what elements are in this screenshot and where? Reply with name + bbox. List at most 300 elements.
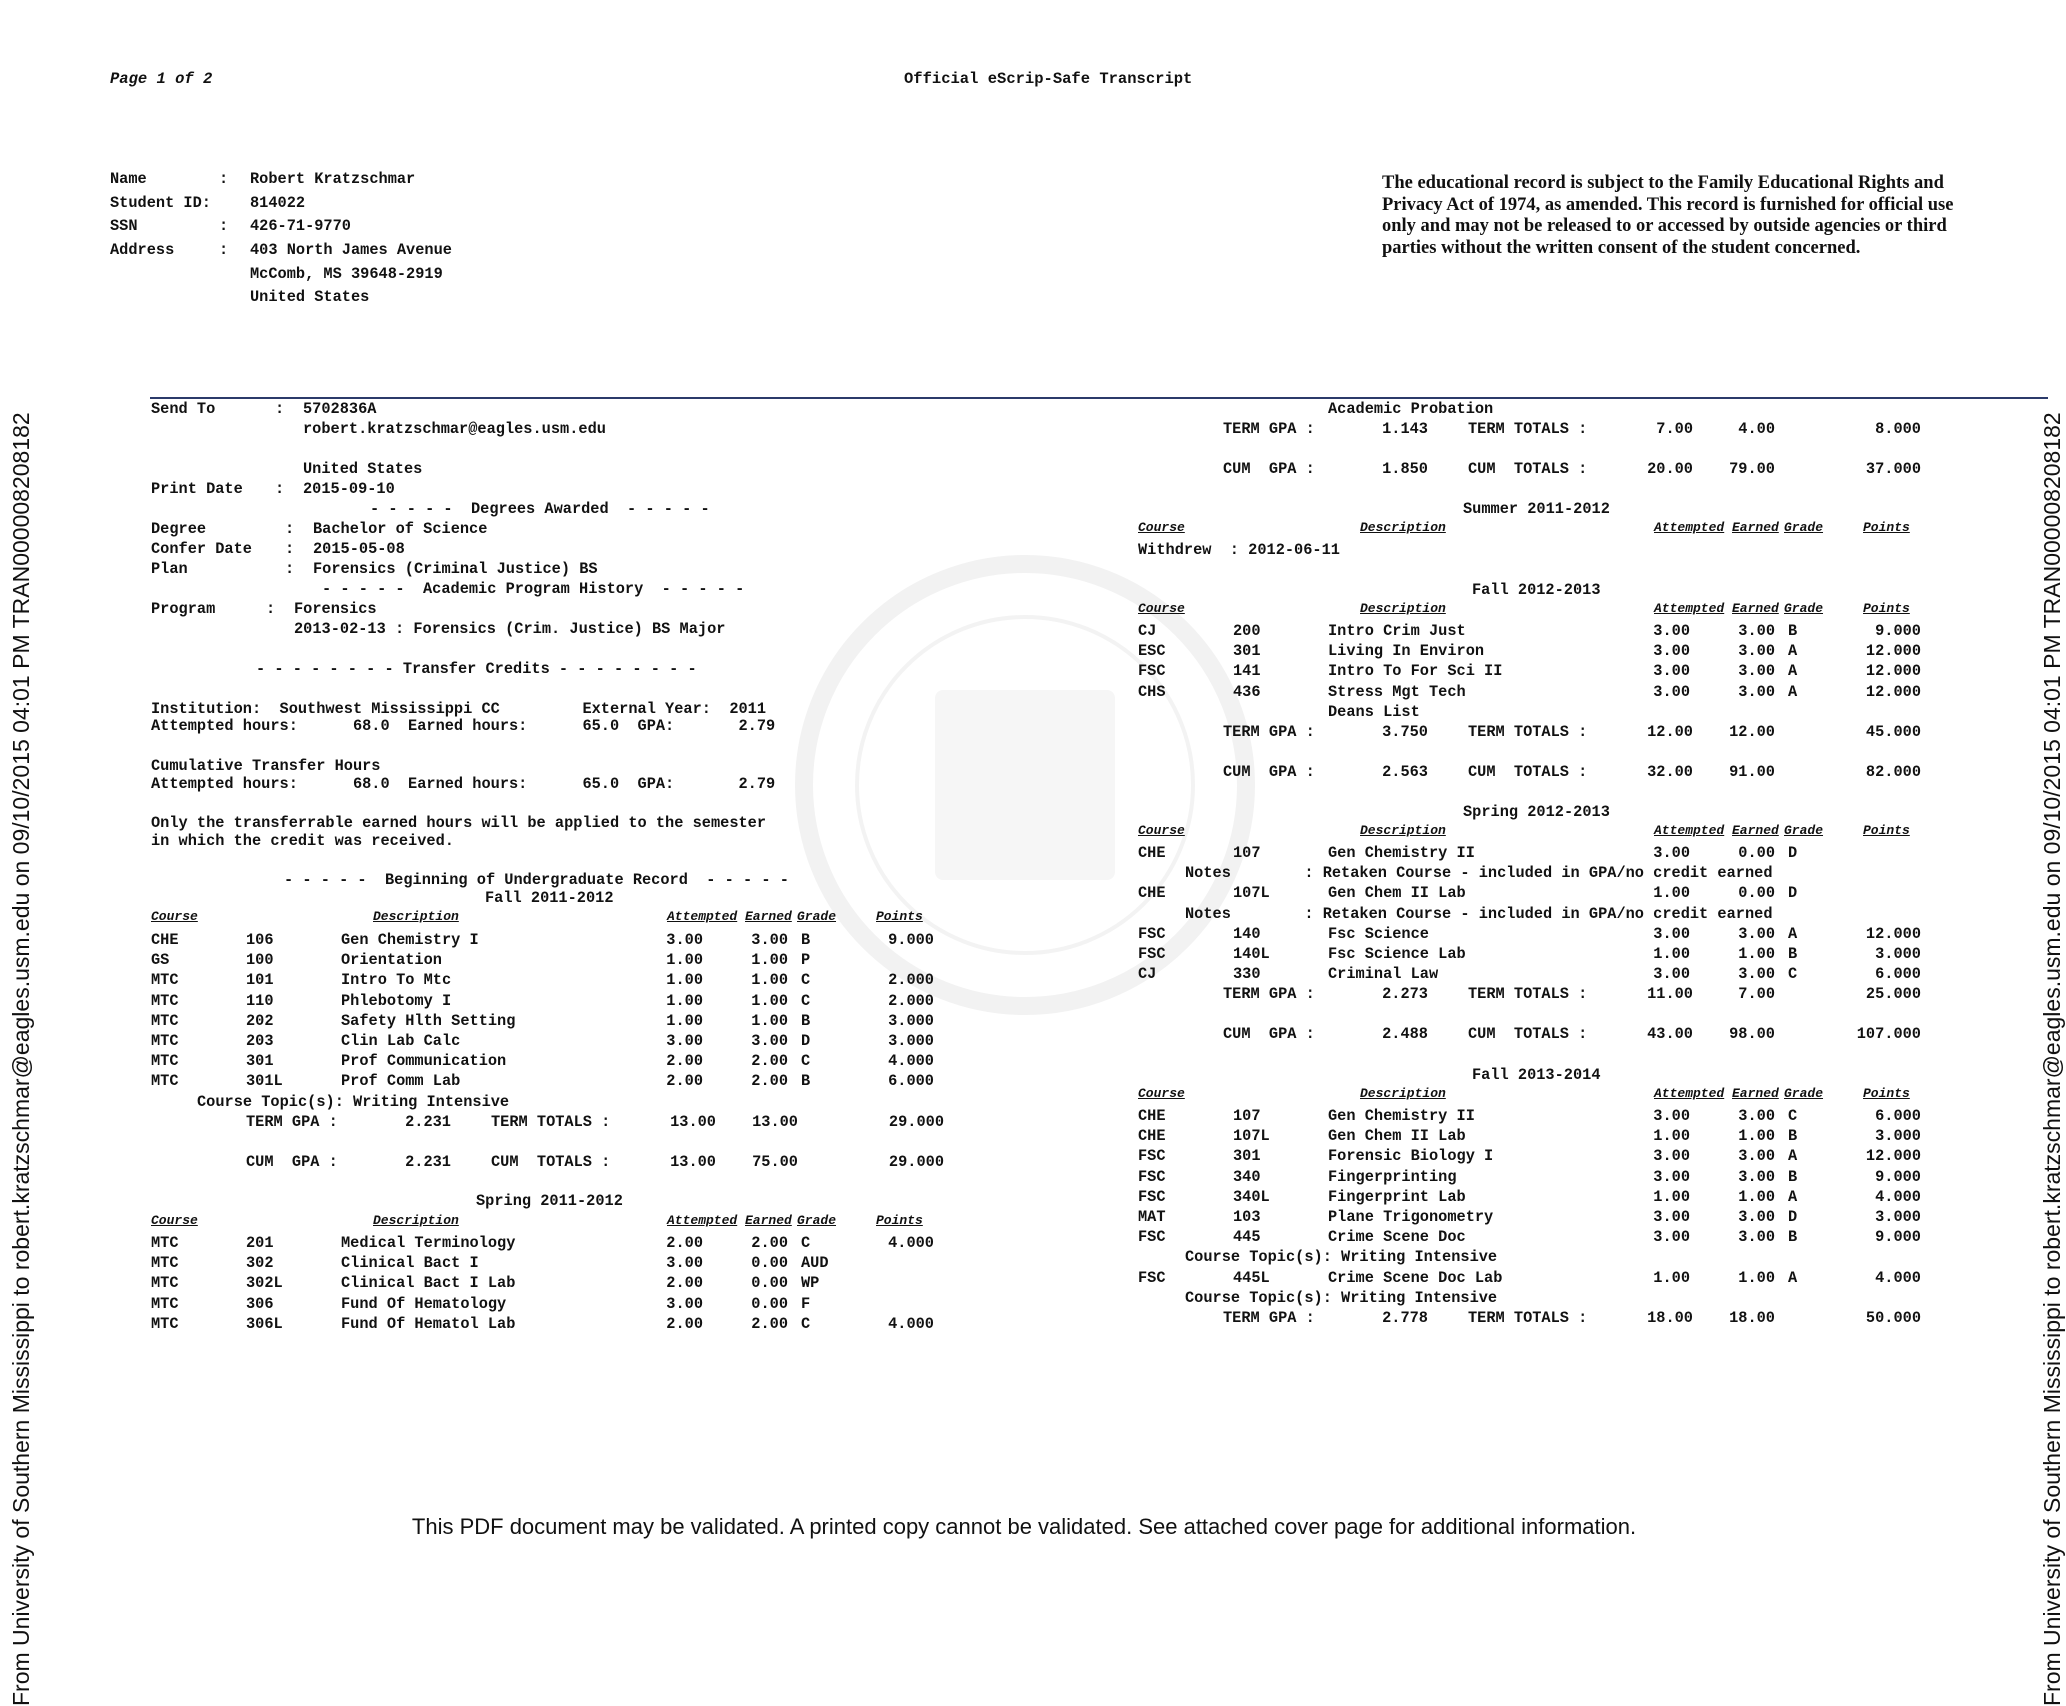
col-header-points: Points bbox=[1863, 601, 1910, 616]
plan-label: Plan bbox=[151, 560, 188, 578]
course-points: 12.000 bbox=[1865, 924, 1921, 943]
cum-gpa-label: CUM GPA : bbox=[246, 1152, 338, 1171]
col-header-earned: Earned bbox=[745, 1213, 792, 1228]
course-description: Fund Of Hematology bbox=[341, 1294, 507, 1313]
course-description: Safety Hlth Setting bbox=[341, 1011, 516, 1030]
course-number: 301 bbox=[1233, 642, 1261, 661]
course-grade: C bbox=[801, 1052, 811, 1071]
col-header-course: Course bbox=[1138, 823, 1185, 838]
term-totals-label: TERM TOTALS : bbox=[1468, 723, 1588, 741]
col-header-points: Points bbox=[1863, 520, 1910, 535]
course-subject: MTC bbox=[151, 971, 179, 990]
course-description: Forensic Biology I bbox=[1328, 1147, 1494, 1166]
course-grade: C bbox=[1788, 965, 1798, 984]
term-totals-attempted: 11.00 bbox=[1647, 985, 1693, 1004]
section-rule bbox=[150, 397, 2048, 399]
course-number: 107 bbox=[1233, 844, 1261, 862]
term-totals-attempted: 7.00 bbox=[1656, 420, 1693, 438]
course-earned: 3.00 bbox=[1738, 1208, 1775, 1226]
course-topic: Course Topic(s): Writing Intensive bbox=[197, 1092, 510, 1111]
course-number: 306 bbox=[246, 1294, 274, 1313]
course-grade: C bbox=[801, 971, 811, 990]
course-attempted: 3.00 bbox=[1653, 924, 1690, 943]
course-description: Gen Chem II Lab bbox=[1328, 884, 1466, 903]
program-label: Program bbox=[151, 600, 216, 618]
term-totals-points: 50.000 bbox=[1865, 1309, 1921, 1327]
course-description: Fund Of Hematol Lab bbox=[341, 1314, 516, 1333]
course-description: Prof Comm Lab bbox=[341, 1072, 461, 1091]
program: Forensics bbox=[294, 600, 377, 618]
send-country: United States bbox=[303, 460, 423, 478]
course-attempted: 2.00 bbox=[666, 1072, 703, 1091]
course-number: 101 bbox=[246, 971, 274, 990]
course-earned: 1.00 bbox=[1738, 945, 1775, 963]
course-earned: 3.00 bbox=[1738, 965, 1775, 984]
col-header-grade: Grade bbox=[1784, 520, 1824, 535]
col-header-attempted: Attempted bbox=[667, 1213, 738, 1228]
course-grade: B bbox=[1788, 945, 1798, 963]
col-header-attempted: Attempted bbox=[667, 909, 738, 924]
course-description: Stress Mgt Tech bbox=[1328, 682, 1466, 701]
course-description: Medical Terminology bbox=[341, 1234, 516, 1252]
course-subject: CJ bbox=[1138, 965, 1157, 984]
course-description: Clinical Bact I Lab bbox=[341, 1274, 516, 1293]
term-gpa: 2.273 bbox=[1382, 985, 1428, 1004]
course-subject: CHE bbox=[151, 931, 179, 949]
term-gpa: 2.231 bbox=[405, 1112, 451, 1131]
course-subject: MTC bbox=[151, 1052, 179, 1071]
course-points: 2.000 bbox=[888, 991, 934, 1010]
course-earned: 3.00 bbox=[1738, 924, 1775, 943]
term-name: Spring 2012-2013 bbox=[1463, 803, 1610, 821]
name-label: Name bbox=[110, 170, 147, 188]
course-note: Notes : Retaken Course - included in GPA/no credit earned bbox=[1185, 904, 1773, 923]
cum-totals-attempted: 32.00 bbox=[1647, 763, 1693, 781]
colon: : bbox=[266, 600, 276, 618]
term-totals-earned: 4.00 bbox=[1738, 420, 1775, 438]
term-gpa: 2.778 bbox=[1382, 1309, 1428, 1327]
term-gpa: 3.750 bbox=[1382, 723, 1428, 741]
term-totals-earned: 12.00 bbox=[1729, 723, 1775, 741]
confer-date-label: Confer Date bbox=[151, 540, 252, 558]
course-attempted: 1.00 bbox=[1653, 1127, 1690, 1146]
term-gpa-label: TERM GPA : bbox=[1223, 1309, 1315, 1327]
course-number: 107 bbox=[1233, 1107, 1261, 1125]
course-points: 12.000 bbox=[1865, 1147, 1921, 1166]
cum-gpa-label: CUM GPA : bbox=[1223, 1025, 1315, 1044]
print-date-label: Print Date bbox=[151, 480, 243, 498]
course-attempted: 1.00 bbox=[666, 1011, 703, 1030]
transfer-note-1: Only the transferrable earned hours will be applied to the semester bbox=[151, 814, 767, 832]
course-attempted: 3.00 bbox=[1653, 1147, 1690, 1166]
course-number: 100 bbox=[246, 951, 274, 970]
course-subject: CHE bbox=[1138, 844, 1166, 862]
course-points: 4.000 bbox=[1875, 1187, 1921, 1206]
course-grade: B bbox=[801, 931, 811, 949]
course-description: Intro To For Sci II bbox=[1328, 662, 1503, 681]
course-grade: B bbox=[1788, 1167, 1798, 1186]
col-header-description: Description bbox=[373, 909, 459, 924]
course-earned: 3.00 bbox=[1738, 642, 1775, 661]
cum-totals-label: CUM TOTALS : bbox=[1468, 1025, 1588, 1044]
col-header-grade: Grade bbox=[1784, 823, 1824, 838]
col-header-points: Points bbox=[876, 909, 923, 924]
student-id-label: Student ID: bbox=[110, 194, 211, 212]
course-subject: FSC bbox=[1138, 945, 1166, 963]
course-earned: 3.00 bbox=[751, 1032, 788, 1050]
validation-footer: This PDF document may be validated. A printed copy cannot be validated. See attached cover page for additional information. bbox=[411, 1514, 1637, 1539]
course-description: Crime Scene Doc Lab bbox=[1328, 1268, 1503, 1287]
course-description: Intro Crim Just bbox=[1328, 622, 1466, 640]
term-totals-earned: 13.00 bbox=[752, 1112, 798, 1131]
term-totals-label: TERM TOTALS : bbox=[1468, 420, 1588, 438]
course-subject: CHE bbox=[1138, 1107, 1166, 1125]
course-grade: B bbox=[801, 1072, 811, 1091]
course-subject: MTC bbox=[151, 991, 179, 1010]
course-earned: 3.00 bbox=[1738, 622, 1775, 640]
page-label: Page 1 of 2 bbox=[110, 70, 213, 88]
course-earned: 2.00 bbox=[751, 1052, 788, 1071]
transfer-heading: - - - - - - - - Transfer Credits - - - - - - - - bbox=[256, 660, 697, 678]
course-grade: A bbox=[1788, 642, 1798, 661]
term-name: Fall 2012-2013 bbox=[1472, 581, 1601, 599]
privacy-notice: The educational record is subject to the Family Educational Rights and Privacy Act of 1974, as amended. This record is furnished for official use only and may not be released to or accessed by outside agencies or third parties without the written consent of the student concerned. bbox=[1382, 173, 1954, 258]
ssn: 426-71-9770 bbox=[250, 217, 351, 235]
course-earned: 1.00 bbox=[751, 991, 788, 1010]
col-header-course: Course bbox=[151, 1213, 198, 1228]
course-grade: D bbox=[1788, 1208, 1798, 1226]
course-points: 3.000 bbox=[1875, 1127, 1921, 1146]
course-attempted: 3.00 bbox=[666, 1032, 703, 1050]
course-grade: A bbox=[1788, 1268, 1798, 1287]
cum-totals-earned: 91.00 bbox=[1729, 763, 1775, 781]
course-number: 202 bbox=[246, 1011, 274, 1030]
course-attempted: 3.00 bbox=[1653, 1107, 1690, 1125]
course-attempted: 1.00 bbox=[1653, 884, 1690, 903]
term-totals-attempted: 13.00 bbox=[670, 1112, 716, 1131]
course-attempted: 1.00 bbox=[1653, 1187, 1690, 1206]
course-subject: MTC bbox=[151, 1032, 179, 1050]
course-subject: MTC bbox=[151, 1274, 179, 1293]
course-grade: A bbox=[1788, 924, 1798, 943]
course-grade: WP bbox=[801, 1274, 820, 1293]
col-header-course: Course bbox=[1138, 520, 1185, 535]
transfer-line-1: Institution: Southwest Mississippi CC External Year: 2011 bbox=[151, 700, 767, 718]
course-points: 3.000 bbox=[1875, 945, 1921, 963]
term-totals-attempted: 12.00 bbox=[1647, 723, 1693, 741]
course-subject: FSC bbox=[1138, 1167, 1166, 1186]
withdrew-line: Withdrew : 2012-06-11 bbox=[1138, 541, 1340, 559]
course-description: Gen Chem II Lab bbox=[1328, 1127, 1466, 1146]
col-header-attempted: Attempted bbox=[1654, 1086, 1725, 1101]
cum-totals-attempted: 13.00 bbox=[670, 1152, 716, 1171]
course-number: 340 bbox=[1233, 1167, 1261, 1186]
course-earned: 1.00 bbox=[751, 1011, 788, 1030]
course-description: Fsc Science bbox=[1328, 924, 1429, 943]
term-totals-points: 8.000 bbox=[1875, 420, 1921, 438]
course-subject: MTC bbox=[151, 1254, 179, 1273]
course-earned: 1.00 bbox=[1738, 1187, 1775, 1206]
course-attempted: 3.00 bbox=[1653, 622, 1690, 640]
term-gpa-label: TERM GPA : bbox=[1223, 420, 1315, 438]
course-number: 140 bbox=[1233, 924, 1261, 943]
course-attempted: 3.00 bbox=[1653, 965, 1690, 984]
cum-gpa: 2.488 bbox=[1382, 1025, 1428, 1044]
cum-gpa-label: CUM GPA : bbox=[1223, 460, 1315, 478]
term-name: Spring 2011-2012 bbox=[476, 1192, 623, 1210]
course-subject: MTC bbox=[151, 1011, 179, 1030]
term-gpa-label: TERM GPA : bbox=[246, 1112, 338, 1131]
col-header-description: Description bbox=[1360, 823, 1446, 838]
deans-list: Deans List bbox=[1328, 702, 1420, 721]
address-line-1: 403 North James Avenue bbox=[250, 241, 452, 259]
course-grade: A bbox=[1788, 1147, 1798, 1166]
colon: : bbox=[219, 217, 229, 235]
col-header-grade: Grade bbox=[797, 909, 837, 924]
col-header-description: Description bbox=[373, 1213, 459, 1228]
course-grade: A bbox=[1788, 682, 1798, 701]
course-subject: CJ bbox=[1138, 622, 1157, 640]
ssn-label: SSN bbox=[110, 217, 138, 235]
course-attempted: 3.00 bbox=[1653, 1167, 1690, 1186]
course-description: Fingerprinting bbox=[1328, 1167, 1457, 1186]
course-number: 107L bbox=[1233, 1127, 1270, 1146]
course-points: 4.000 bbox=[888, 1234, 934, 1252]
cum-gpa: 2.563 bbox=[1382, 763, 1428, 781]
term-totals-label: TERM TOTALS : bbox=[1468, 1309, 1588, 1327]
colon: : bbox=[275, 400, 285, 418]
colon: : bbox=[285, 540, 295, 558]
student-name: Robert Kratzschmar bbox=[250, 170, 416, 188]
cum-gpa-label: CUM GPA : bbox=[1223, 763, 1315, 781]
term-totals-earned: 7.00 bbox=[1738, 985, 1775, 1004]
course-description: Plane Trigonometry bbox=[1328, 1208, 1494, 1226]
transfer-note-2: in which the credit was received. bbox=[151, 832, 454, 850]
course-grade: C bbox=[801, 1234, 811, 1252]
course-grade: C bbox=[1788, 1107, 1798, 1125]
cum-totals-attempted: 43.00 bbox=[1647, 1025, 1693, 1044]
col-header-description: Description bbox=[1360, 520, 1446, 535]
course-number: 203 bbox=[246, 1032, 274, 1050]
seal-emblem bbox=[935, 690, 1115, 880]
course-subject: MAT bbox=[1138, 1208, 1166, 1226]
course-grade: D bbox=[801, 1032, 811, 1050]
course-number: 301 bbox=[1233, 1147, 1261, 1166]
address-label: Address bbox=[110, 241, 175, 259]
course-earned: 3.00 bbox=[1738, 1107, 1775, 1125]
col-header-attempted: Attempted bbox=[1654, 520, 1725, 535]
cum-totals-earned: 98.00 bbox=[1729, 1025, 1775, 1044]
course-points: 2.000 bbox=[888, 971, 934, 990]
term-name: Fall 2013-2014 bbox=[1472, 1066, 1601, 1084]
course-attempted: 3.00 bbox=[1653, 642, 1690, 661]
course-number: 107L bbox=[1233, 884, 1270, 903]
course-subject: FSC bbox=[1138, 1147, 1166, 1166]
course-attempted: 3.00 bbox=[1653, 1208, 1690, 1226]
course-earned: 0.00 bbox=[751, 1294, 788, 1313]
course-topic: Course Topic(s): Writing Intensive bbox=[1185, 1288, 1498, 1307]
col-header-course: Course bbox=[151, 909, 198, 924]
course-subject: CHS bbox=[1138, 682, 1166, 701]
side-note-left: From University of Southern Mississippi to robert.kratzschmar@eagles.usm.edu on 09/10/2015 04:01 PM TRAN000008208182 bbox=[8, 412, 34, 1706]
course-points: 4.000 bbox=[1875, 1268, 1921, 1287]
col-header-earned: Earned bbox=[1732, 601, 1779, 616]
course-grade: B bbox=[1788, 1228, 1798, 1247]
send-to: 5702836A bbox=[303, 400, 377, 418]
program-entry: 2013-02-13 : Forensics (Crim. Justice) BS Major bbox=[294, 620, 726, 638]
course-number: 106 bbox=[246, 931, 274, 949]
course-subject: CHE bbox=[1138, 1127, 1166, 1146]
term-gpa-label: TERM GPA : bbox=[1223, 723, 1315, 741]
course-description: Gen Chemistry I bbox=[341, 931, 479, 949]
col-header-course: Course bbox=[1138, 1086, 1185, 1101]
course-earned: 3.00 bbox=[1738, 662, 1775, 681]
course-description: Crime Scene Doc bbox=[1328, 1228, 1466, 1247]
course-description: Criminal Law bbox=[1328, 965, 1439, 984]
course-subject: GS bbox=[151, 951, 170, 970]
col-header-earned: Earned bbox=[1732, 1086, 1779, 1101]
course-subject: FSC bbox=[1138, 1268, 1166, 1287]
col-header-points: Points bbox=[876, 1213, 923, 1228]
academic-probation: Academic Probation bbox=[1328, 400, 1494, 418]
course-description: Fsc Science Lab bbox=[1328, 945, 1466, 963]
send-email: robert.kratzschmar@eagles.usm.edu bbox=[303, 420, 606, 438]
course-number: 140L bbox=[1233, 945, 1270, 963]
course-earned: 1.00 bbox=[751, 971, 788, 990]
col-header-course: Course bbox=[1138, 601, 1185, 616]
course-points: 9.000 bbox=[1875, 1228, 1921, 1247]
course-description: Gen Chemistry II bbox=[1328, 1107, 1475, 1125]
address-line-3: United States bbox=[250, 288, 370, 306]
col-header-earned: Earned bbox=[1732, 823, 1779, 838]
course-grade: A bbox=[1788, 1187, 1798, 1206]
transfer-line-4: Attempted hours: 68.0 Earned hours: 65.0 GPA: 2.79 bbox=[151, 775, 776, 793]
cum-totals-earned: 75.00 bbox=[752, 1152, 798, 1171]
transfer-line-3: Cumulative Transfer Hours bbox=[151, 757, 381, 775]
course-number: 340L bbox=[1233, 1187, 1270, 1206]
course-points: 4.000 bbox=[888, 1314, 934, 1333]
cum-totals-points: 37.000 bbox=[1865, 460, 1921, 478]
term-name: Fall 2011-2012 bbox=[485, 889, 614, 907]
col-header-earned: Earned bbox=[1732, 520, 1779, 535]
course-points: 12.000 bbox=[1865, 682, 1921, 701]
course-earned: 1.00 bbox=[751, 951, 788, 970]
course-subject: FSC bbox=[1138, 662, 1166, 681]
term-totals-attempted: 18.00 bbox=[1647, 1309, 1693, 1327]
course-description: Phlebotomy I bbox=[341, 991, 452, 1010]
cum-totals-points: 29.000 bbox=[888, 1152, 944, 1171]
course-number: 110 bbox=[246, 991, 274, 1010]
term-totals-points: 45.000 bbox=[1865, 723, 1921, 741]
cum-totals-points: 82.000 bbox=[1865, 763, 1921, 781]
course-points: 6.000 bbox=[888, 1072, 934, 1091]
course-description: Orientation bbox=[341, 951, 442, 970]
side-note-right: From University of Southern Mississippi to robert.kratzschmar@eagles.usm.edu on 09/10/2015 04:01 PM TRAN000008208182 bbox=[2039, 412, 2065, 1706]
course-number: 200 bbox=[1233, 622, 1261, 640]
degree: Bachelor of Science bbox=[313, 520, 488, 538]
course-description: Living In Environ bbox=[1328, 642, 1485, 661]
col-header-description: Description bbox=[1360, 601, 1446, 616]
course-number: 306L bbox=[246, 1314, 283, 1333]
course-earned: 0.00 bbox=[751, 1254, 788, 1273]
course-attempted: 3.00 bbox=[666, 1294, 703, 1313]
col-header-grade: Grade bbox=[1784, 1086, 1824, 1101]
course-points: 9.000 bbox=[1875, 622, 1921, 640]
course-subject: ESC bbox=[1138, 642, 1166, 661]
course-number: 103 bbox=[1233, 1208, 1261, 1226]
course-points: 9.000 bbox=[888, 931, 934, 949]
course-attempted: 3.00 bbox=[666, 1254, 703, 1273]
colon: : bbox=[285, 560, 295, 578]
col-header-attempted: Attempted bbox=[1654, 823, 1725, 838]
course-subject: FSC bbox=[1138, 924, 1166, 943]
term-totals-label: TERM TOTALS : bbox=[1468, 985, 1588, 1004]
course-attempted: 2.00 bbox=[666, 1314, 703, 1333]
course-earned: 3.00 bbox=[1738, 1228, 1775, 1247]
cum-totals-label: CUM TOTALS : bbox=[1468, 763, 1588, 781]
term-name: Summer 2011-2012 bbox=[1463, 500, 1610, 518]
course-description: Clinical Bact I bbox=[341, 1254, 479, 1273]
course-points: 9.000 bbox=[1875, 1167, 1921, 1186]
course-attempted: 1.00 bbox=[666, 971, 703, 990]
course-attempted: 2.00 bbox=[666, 1274, 703, 1293]
term-gpa: 1.143 bbox=[1382, 420, 1428, 438]
course-attempted: 1.00 bbox=[666, 951, 703, 970]
course-subject: MTC bbox=[151, 1314, 179, 1333]
course-grade: AUD bbox=[801, 1254, 829, 1273]
course-attempted: 3.00 bbox=[1653, 844, 1690, 862]
course-grade: D bbox=[1788, 884, 1798, 903]
col-header-points: Points bbox=[1863, 1086, 1910, 1101]
course-number: 302 bbox=[246, 1254, 274, 1273]
course-earned: 2.00 bbox=[751, 1234, 788, 1252]
course-attempted: 2.00 bbox=[666, 1234, 703, 1252]
course-attempted: 2.00 bbox=[666, 1052, 703, 1071]
course-description: Fingerprint Lab bbox=[1328, 1187, 1466, 1206]
col-header-points: Points bbox=[1863, 823, 1910, 838]
col-header-grade: Grade bbox=[1784, 601, 1824, 616]
course-number: 141 bbox=[1233, 662, 1261, 681]
course-points: 6.000 bbox=[1875, 965, 1921, 984]
term-totals-points: 25.000 bbox=[1865, 985, 1921, 1004]
plan: Forensics (Criminal Justice) BS bbox=[313, 560, 598, 578]
course-points: 3.000 bbox=[1875, 1208, 1921, 1226]
course-points: 12.000 bbox=[1865, 662, 1921, 681]
course-attempted: 1.00 bbox=[1653, 1268, 1690, 1287]
course-grade: B bbox=[1788, 1127, 1798, 1146]
program-history-heading: - - - - - Academic Program History - - - - - bbox=[322, 580, 745, 598]
cum-totals-points: 107.000 bbox=[1856, 1025, 1921, 1044]
cum-gpa: 1.850 bbox=[1382, 460, 1428, 478]
cum-totals-label: CUM TOTALS : bbox=[1468, 460, 1588, 478]
course-description: Intro To Mtc bbox=[341, 971, 452, 990]
transfer-line-2: Attempted hours: 68.0 Earned hours: 65.0 GPA: 2.79 bbox=[151, 717, 776, 735]
cum-totals-earned: 79.00 bbox=[1729, 460, 1775, 478]
term-totals-points: 29.000 bbox=[888, 1112, 944, 1131]
degrees-heading: - - - - - Degrees Awarded - - - - - bbox=[370, 500, 710, 518]
degree-label: Degree bbox=[151, 520, 207, 538]
doc-title: Official eScrip-Safe Transcript bbox=[904, 70, 1193, 88]
course-description: Prof Communication bbox=[341, 1052, 507, 1071]
course-subject: MTC bbox=[151, 1234, 179, 1252]
term-totals-label: TERM TOTALS : bbox=[491, 1112, 611, 1131]
course-grade: B bbox=[801, 1011, 811, 1030]
course-earned: 1.00 bbox=[1738, 1268, 1775, 1287]
course-subject: MTC bbox=[151, 1294, 179, 1313]
course-subject: MTC bbox=[151, 1072, 179, 1091]
send-to-label: Send To bbox=[151, 400, 216, 418]
course-attempted: 3.00 bbox=[1653, 682, 1690, 701]
